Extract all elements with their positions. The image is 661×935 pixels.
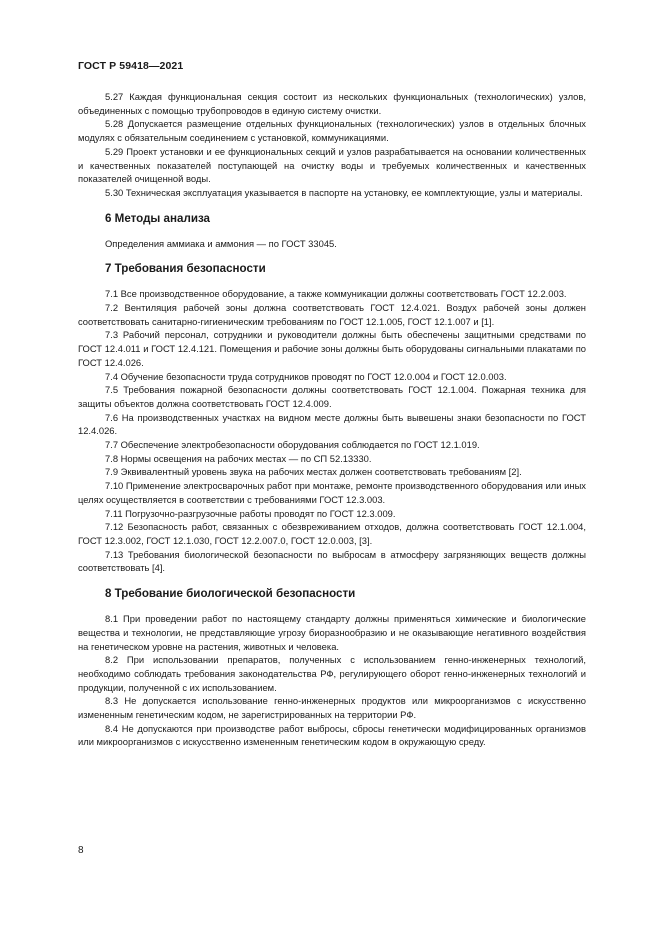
paragraph-7-9: 7.9 Эквивалентный уровень звука на рабочих местах должен соответствовать требованиям [2]. [105, 466, 522, 478]
section-heading: 7 Требования безопасности [105, 262, 266, 276]
paragraph-7-2: 7.2 Вентиляция рабочей зоны должна соответствовать ГОСТ 12.4.021. Воздух рабочей зоны должен соответствовать санитарно-гигиеническим требованиям по ГОСТ 12.1.005, ГОСТ 12.1.007 и [1]. [78, 302, 586, 327]
paragraph-8-1: 8.1 При проведении работ по настоящему стандарту должны применяться химические и биологические вещества и технологии, не представляющие угрозу биоразнообразию и не оказывающие негативного воздействия на генетическом уровне на растения, животных и человека. [78, 613, 586, 652]
paragraph-7-3: 7.3 Рабочий персонал, сотрудники и руководители должны быть обеспечены защитными средствами по ГОСТ 12.4.011 и ГОСТ 12.4.121. Помещения и рабочие зоны должны быть оборудованы сигнальными плакатами по ГОСТ 12.4.026. [78, 329, 586, 368]
paragraph-7-13: 7.13 Требования биологической безопасности по выбросам в атмосферу загрязняющих веществ должны соответствовать [4]. [78, 548, 586, 574]
section-7 [78, 262, 586, 575]
paragraph-6: Определения аммиака и аммония — по ГОСТ 33045. [105, 237, 337, 249]
page-number: 8 [78, 845, 84, 856]
document-code-header: ГОСТ Р 59418—2021 [78, 60, 184, 72]
paragraph-7-1: 7.1 Все производственное оборудование, а также коммуникации должны соответствовать ГОСТ 12.2.003. [105, 288, 567, 300]
section-6 [78, 212, 586, 251]
paragraph-7-11: 7.11 Погрузочно-разгрузочные работы проводят по ГОСТ 12.3.009. [105, 507, 396, 519]
paragraph-8-3: 8.3 Не допускается использование генно-инженерных продуктов или микроорганизмов с искусственно измененным генетическим кодом, не зарегистрированных на территории РФ. [78, 695, 586, 721]
paragraph-8-4: 8.4 Не допускаются при производстве работ выбросы, сбросы генетически модифицированных организмов или микроорганизмов с искусственно измененным генетическим кодом в окружающую среду. [78, 722, 586, 748]
paragraph-7-4: 7.4 Обучение безопасности труда сотрудников проводят по ГОСТ 12.0.004 и ГОСТ 12.0.003. [105, 370, 507, 382]
paragraph-7-12: 7.12 Безопасность работ, связанных с обезвреживанием отходов, должна соответствовать ГОСТ 12.1.004, ГОСТ 12.3.002, ГОСТ 12.1.030, ГОСТ 12.2.007.0, ГОСТ 12.0.003, [3]. [78, 521, 586, 546]
section-heading: 6 Методы анализа [105, 211, 211, 225]
paragraph-5-30: 5.30 Техническая эксплуатация указывается в паспорте на установку, ее комплектующие, узлы и материалы. [105, 186, 583, 198]
paragraph-5-27: 5.27 Каждая функциональная секция состоит из нескольких функциональных (технологических) узлов, объединенных с помощью трубопроводов в единую систему очистки. [78, 91, 586, 116]
paragraph-5-29: 5.29 Проект установки и ее функциональных секций и узлов разрабатывается на основании количественных и качественных показателей поступающей на очистку воды и требуемых количественных и качественных показателей очищенной воды. [78, 145, 586, 185]
paragraph-7-10: 7.10 Применение электросварочных работ при монтаже, ремонте производственного оборудования или иных целях осуществляется в соответствии с требованиями ГОСТ 12.3.003. [78, 480, 586, 505]
paragraph-5-28: 5.28 Допускается размещение отдельных функциональных (технологических) узлов в отдельных блочных модулях с обязательным соединением с установкой, коммуникациями. [78, 118, 586, 144]
paragraph-8-2: 8.2 При использовании препаратов, полученных с использованием генно-инженерных технологий, необходимо соблюдать требования законодательства РФ, регулирующего оборот генно-инженерных технологий и продукции, полученной с их использованием. [78, 654, 586, 693]
section-5-continued [78, 90, 586, 200]
document-body [78, 90, 586, 749]
section-8 [78, 587, 586, 749]
paragraph-7-7: 7.7 Обеспечение электробезопасности оборудования соблюдается по ГОСТ 12.1.019. [105, 439, 480, 451]
paragraph-7-8: 7.8 Нормы освещения на рабочих местах — по СП 52.13330. [105, 452, 372, 464]
section-heading: 8 Требование биологической безопасности [105, 587, 356, 601]
paragraph-7-6: 7.6 На производственных участках на видном месте должны быть вывешены знаки безопасности по ГОСТ 12.4.026. [78, 411, 586, 437]
paragraph-7-5: 7.5 Требования пожарной безопасности должны соответствовать ГОСТ 12.1.004. Пожарная техника для защиты объектов должна соответствовать ГОСТ 12.4.009. [78, 384, 586, 409]
